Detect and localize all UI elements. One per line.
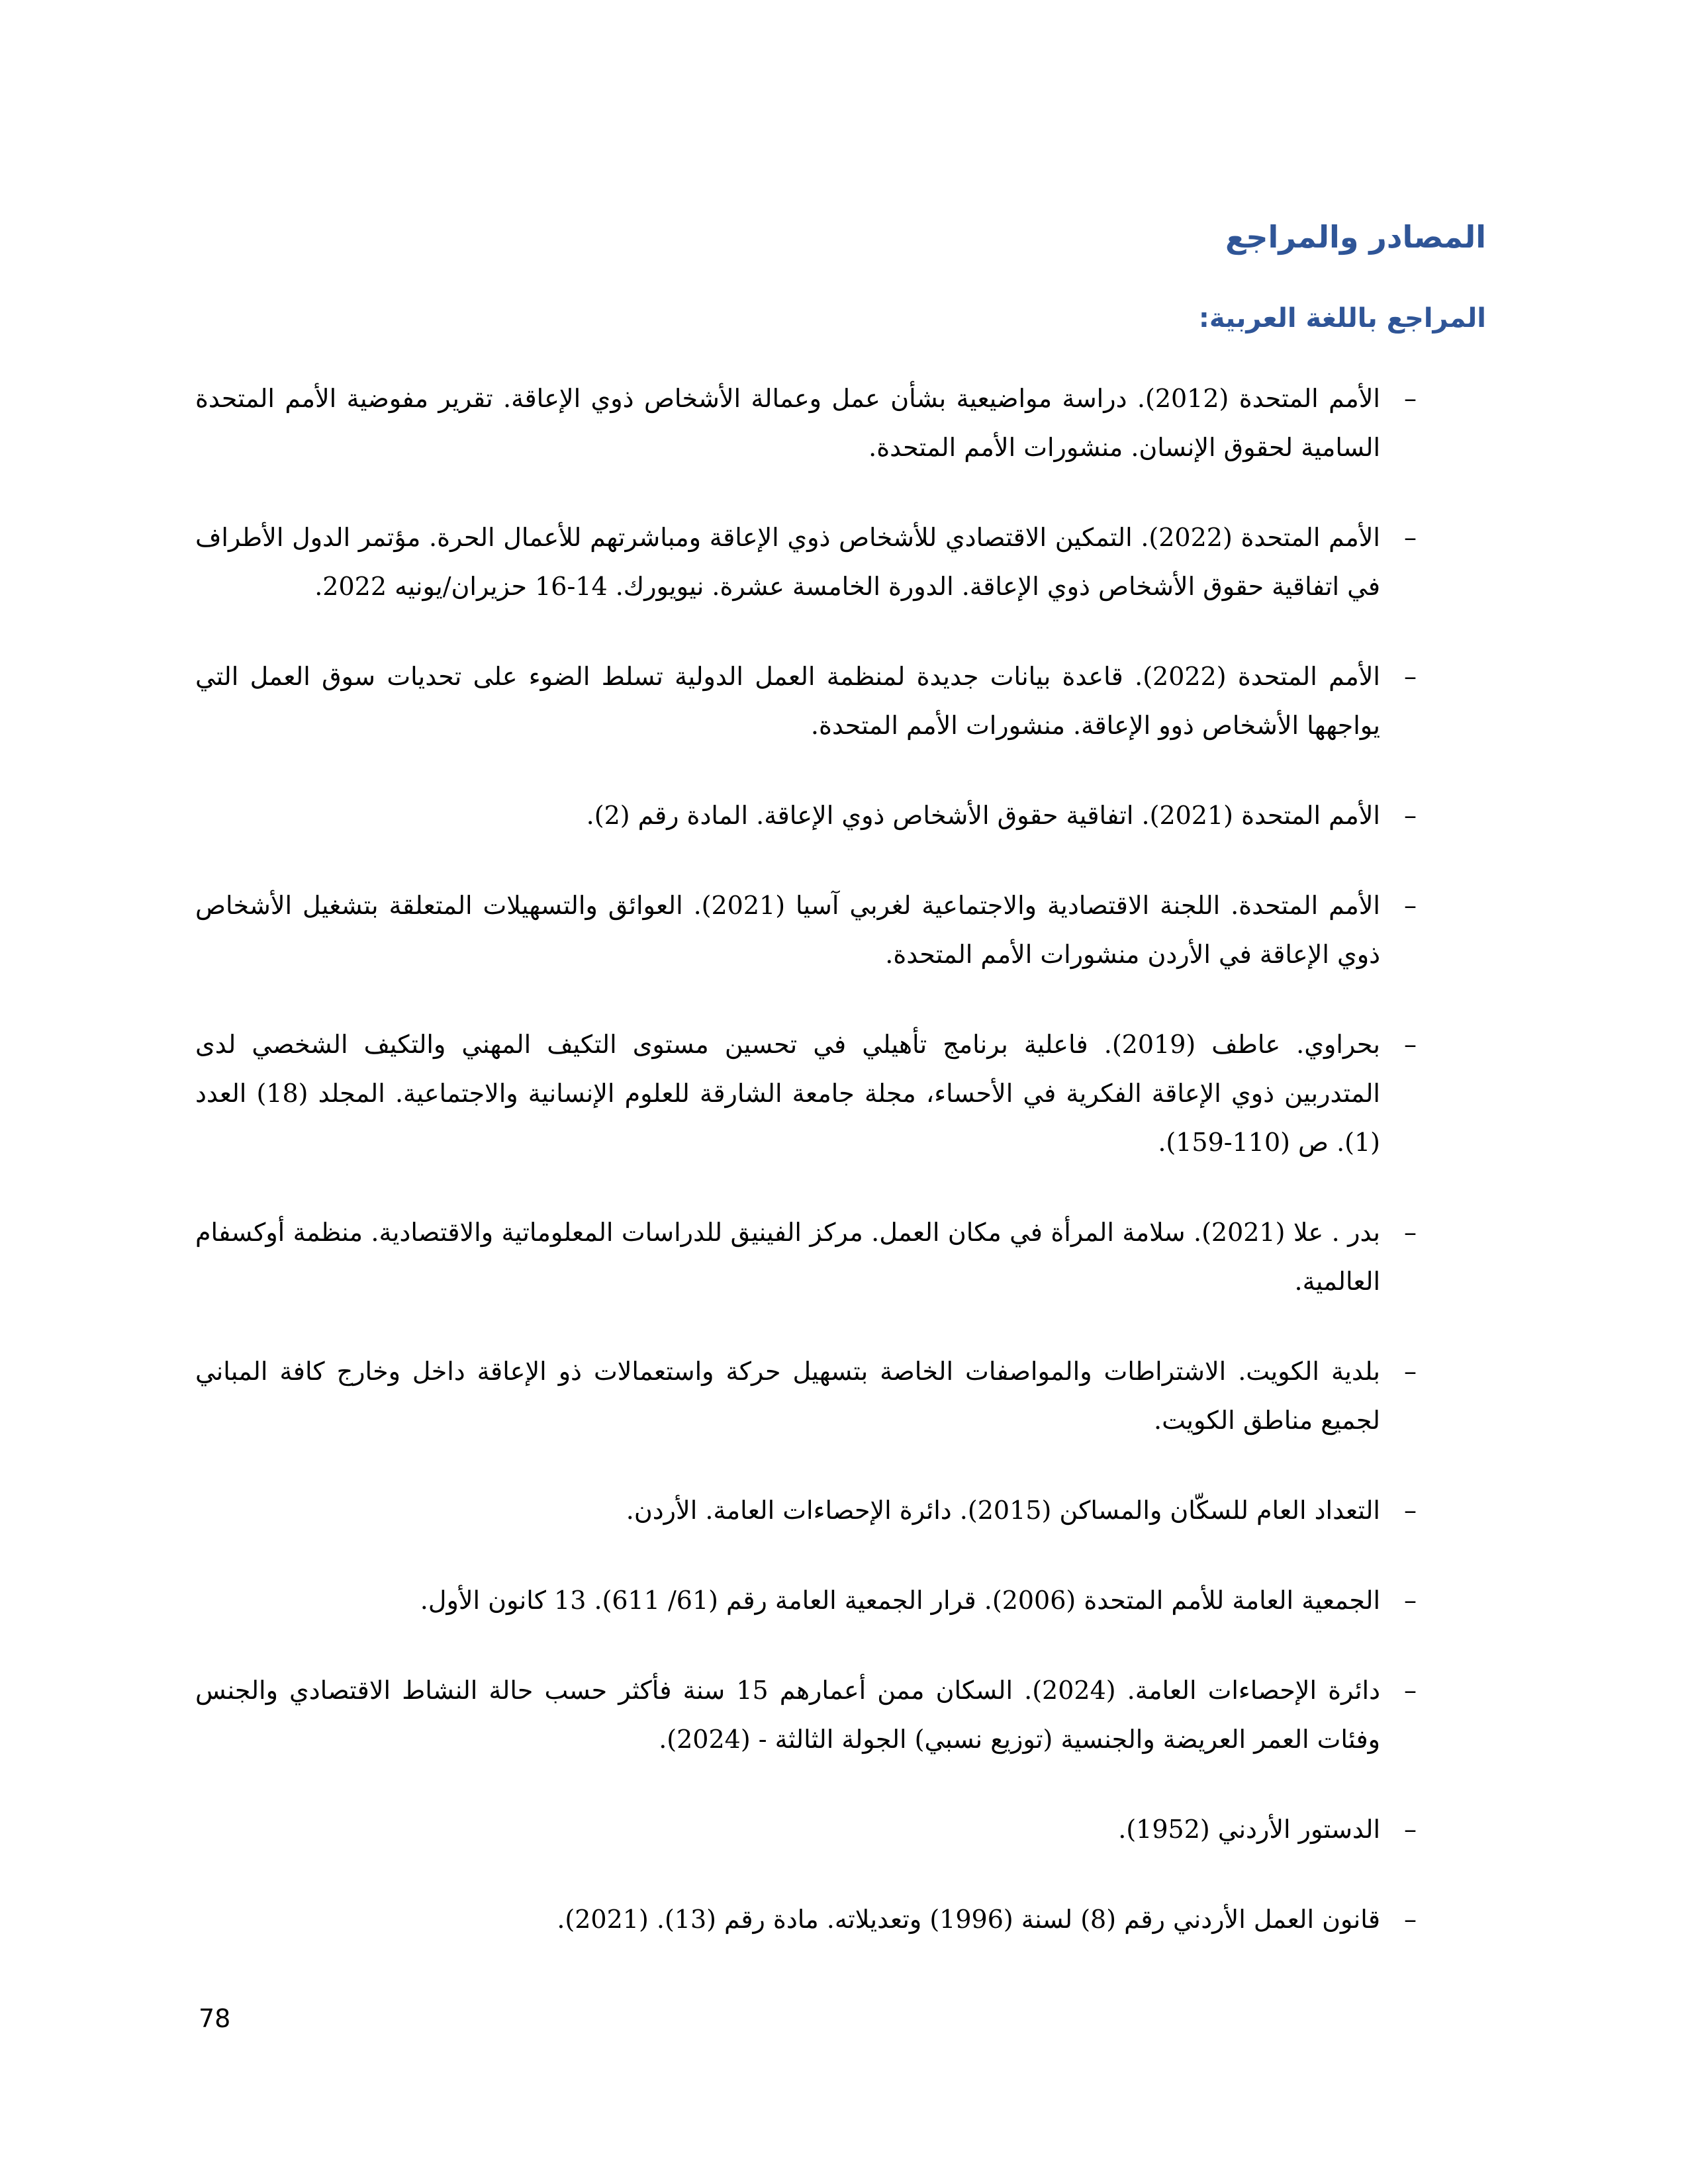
dash-bullet-icon: – (1404, 1357, 1417, 1386)
dash-bullet-icon: – (1404, 1586, 1417, 1615)
reference-text: بحراوي. عاطف (2019). فاعلية برنامج تأهيلي في تحسين مستوى التكيف المهني والتكيف الشخصي لدى المتدربين ذوي الإعاقة الفكرية في الأحساء، مجلة جامعة الشارقة للعلوم الإنسانية والاجتماعية. المجلد (18) العدد (1). ص (110-159). (195, 1030, 1380, 1157)
dash-bullet-icon: – (1404, 523, 1417, 552)
reference-list (195, 374, 1489, 1985)
dash-bullet-icon: – (1404, 1030, 1417, 1059)
reference-text: بدر . علا (2021). سلامة المرأة في مكان العمل. مركز الفينيق للدراسات المعلوماتية والاقتصادية. منظمة أوكسفام العالمية. (195, 1218, 1380, 1296)
page-number: 78 (199, 2004, 231, 2033)
dash-bullet-icon: – (1404, 1676, 1417, 1705)
reference-text: قانون العمل الأردني رقم (8) لسنة (1996) وتعديلاته. مادة رقم (13). (2021). (557, 1905, 1380, 1934)
reference-item (195, 1666, 1489, 1764)
reference-item (195, 1347, 1489, 1445)
reference-text: الدستور الأردني (1952). (1118, 1815, 1380, 1844)
dash-bullet-icon: – (1404, 384, 1417, 413)
reference-item (195, 1208, 1489, 1306)
reference-text: دائرة الإحصاءات العامة. (2024). السكان ممن أعمارهم 15 سنة فأكثر حسب حالة النشاط الاقتصادي والجنس وفئات العمر العريضة والجنسية (توزيع نسبي) الجولة الثالثة - (2024). (195, 1676, 1381, 1754)
reference-item (195, 1486, 1489, 1535)
reference-item (195, 1805, 1489, 1854)
reference-text: الجمعية العامة للأمم المتحدة (2006). قرار الجمعية العامة رقم (61/ 611). 13 كانون الأول. (420, 1586, 1380, 1615)
dash-bullet-icon: – (1404, 662, 1417, 691)
dash-bullet-icon: – (1404, 1815, 1417, 1844)
reference-text: بلدية الكويت. الاشتراطات والمواصفات الخاصة بتسهيل حركة واستعمالات ذو الإعاقة داخل وخارج كافة المباني لجميع مناطق الكويت. (195, 1357, 1380, 1435)
reference-item (195, 513, 1489, 611)
dash-bullet-icon: – (1404, 1496, 1417, 1525)
reference-text: الأمم المتحدة (2021). اتفاقية حقوق الأشخاص ذوي الإعاقة. المادة رقم (2). (586, 801, 1380, 830)
dash-bullet-icon: – (1404, 1218, 1417, 1247)
reference-item (195, 652, 1489, 750)
reference-text: الأمم المتحدة (2022). قاعدة بيانات جديدة لمنظمة العمل الدولية تسلط الضوء على تحديات سوق العمل التي يواجهها الأشخاص ذوو الإعاقة. منشورات الأمم المتحدة. (195, 662, 1380, 740)
dash-bullet-icon: – (1404, 801, 1417, 830)
reference-text: الأمم المتحدة (2012). دراسة مواضيعية بشأن عمل وعمالة الأشخاص ذوي الإعاقة. تقرير مفوضية الأمم المتحدة السامية لحقوق الإنسان. منشورات الأمم المتحدة. (195, 384, 1380, 462)
reference-item (195, 791, 1489, 840)
section-subheading: المراجع باللغة العربية: (1198, 303, 1486, 334)
reference-item (195, 1020, 1489, 1167)
reference-item (195, 1576, 1489, 1625)
reference-text: التعداد العام للسكّان والمساكن (2015). دائرة الإحصاءات العامة. الأردن. (626, 1496, 1380, 1525)
reference-text: الأمم المتحدة (2022). التمكين الاقتصادي للأشخاص ذوي الإعاقة ومباشرتهم للأعمال الحرة. مؤتمر الدول الأطراف في اتفاقية حقوق الأشخاص ذوي الإعاقة. الدورة الخامسة عشرة. نيويورك. 14-16 حزيران/يونيه 2022. (195, 523, 1380, 601)
reference-item (195, 374, 1489, 472)
section-heading: المصادر والمراجع (1225, 218, 1486, 255)
reference-text: الأمم المتحدة. اللجنة الاقتصادية والاجتماعية لغربي آسيا (2021). العوائق والتسهيلات المتعلقة بتشغيل الأشخاص ذوي الإعاقة في الأردن منشورات الأمم المتحدة. (195, 891, 1380, 969)
dash-bullet-icon: – (1404, 891, 1417, 920)
reference-item (195, 881, 1489, 979)
dash-bullet-icon: – (1404, 1905, 1417, 1934)
reference-item (195, 1895, 1489, 1944)
